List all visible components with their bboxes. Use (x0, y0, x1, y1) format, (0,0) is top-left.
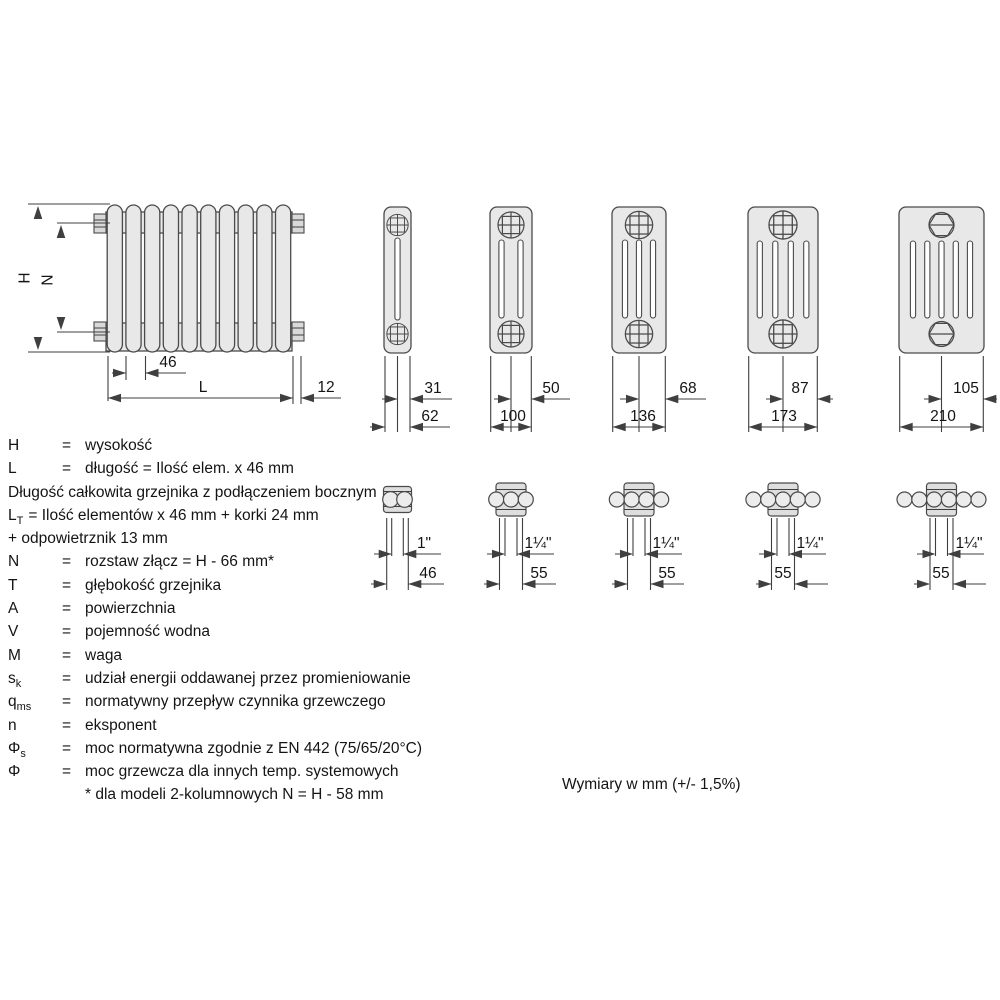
legend-row-T: T = głębokość grzejnika (8, 576, 222, 594)
legend-row-M: M = waga (8, 646, 123, 664)
dim-label-3col-depth: 100 (500, 408, 526, 425)
dim-label-5col-nipple-pitch: 55 (774, 565, 792, 582)
legend-row-L: L = długość = Ilość elem. x 46 mm (8, 460, 294, 478)
top-view-6col (899, 207, 997, 432)
legend-row-qms: $q_{ms}$ = normatywny przepływ czynnika grzewczego (8, 693, 386, 714)
top-view-4col (612, 207, 706, 432)
dim-label-2col-depth: 62 (421, 408, 439, 425)
top-view-5col (748, 207, 833, 432)
union-view-4col (609, 483, 684, 590)
legend-row-sk: $s_k$ = udział energii oddawanej przez promieniowanie (8, 669, 411, 691)
legend-row-footnote: * dla modeli 2-kolumnowych N = H - 58 mm (85, 786, 384, 804)
union-view-6col (897, 483, 986, 590)
legend-row-phi-s: $\Phi_s$ = moc normatywna zgodnie z EN 442 (75/65/20°C) (8, 739, 423, 760)
dim-label-element-pitch: 46 (159, 354, 177, 371)
front-view-radiator (16, 204, 341, 404)
connection-boss-bottom-right (292, 322, 304, 341)
dim-label-2col-half-depth: 31 (424, 380, 442, 397)
dim-label-4col-nipple-pitch: 55 (658, 565, 676, 582)
top-view-3col (490, 207, 570, 432)
legend-row-LT: $L_T$ = Ilość elementów x 46 mm + korki 24 mm (8, 506, 319, 527)
legend-row-air-vent: + odpowietrznik 13 mm (8, 530, 168, 548)
dim-label-2col-thread: 1" (416, 535, 432, 552)
dim-label-5col-half-depth: 87 (791, 380, 809, 397)
dim-label-3col-nipple-pitch: 55 (530, 565, 548, 582)
legend-row-phi: Φ = moc grzewcza dla innych temp. systemowych (8, 763, 399, 781)
top-view-2col (370, 207, 452, 432)
dim-label-3col-half-depth: 50 (542, 380, 560, 397)
dim-label-connection-spacing: N (39, 274, 57, 286)
dim-label-end-offset: 12 (317, 379, 335, 396)
legend-row-V: V = pojemność wodna (8, 623, 210, 641)
dim-label-length: L (198, 379, 208, 396)
legend-row-total-length-caption: Długość całkowita grzejnika z podłączeniem bocznym (8, 483, 377, 501)
dim-label-4col-thread: 1¼" (652, 535, 680, 552)
dimensions-tolerance-note: Wymiary w mm (+/- 1,5%) (562, 776, 741, 793)
legend-row-A: A = powierzchnia (8, 600, 176, 618)
legend-row-N: N = rozstaw złącz = H - 66 mm* (8, 553, 275, 571)
connection-boss-top-right (292, 214, 304, 233)
dim-label-6col-nipple-pitch: 55 (932, 565, 950, 582)
dim-label-6col-thread: 1¼" (955, 535, 983, 552)
legend-row-n: n = eksponent (8, 716, 157, 734)
symbol-legend (8, 434, 488, 807)
union-view-3col (484, 483, 556, 590)
dim-label-4col-depth: 136 (630, 408, 656, 425)
dim-label-6col-depth: 210 (930, 408, 956, 425)
union-view-5col (746, 483, 828, 590)
dim-label-3col-thread: 1¼" (524, 535, 552, 552)
dim-label-4col-half-depth: 68 (679, 380, 697, 397)
dim-label-5col-thread: 1¼" (796, 535, 824, 552)
dim-label-6col-half-depth: 105 (953, 380, 979, 397)
legend-row-H: H = wysokość (8, 437, 153, 454)
dim-label-height: H (16, 272, 34, 284)
dim-label-2col-nipple-pitch: 46 (419, 565, 437, 582)
dim-label-5col-depth: 173 (771, 408, 797, 425)
